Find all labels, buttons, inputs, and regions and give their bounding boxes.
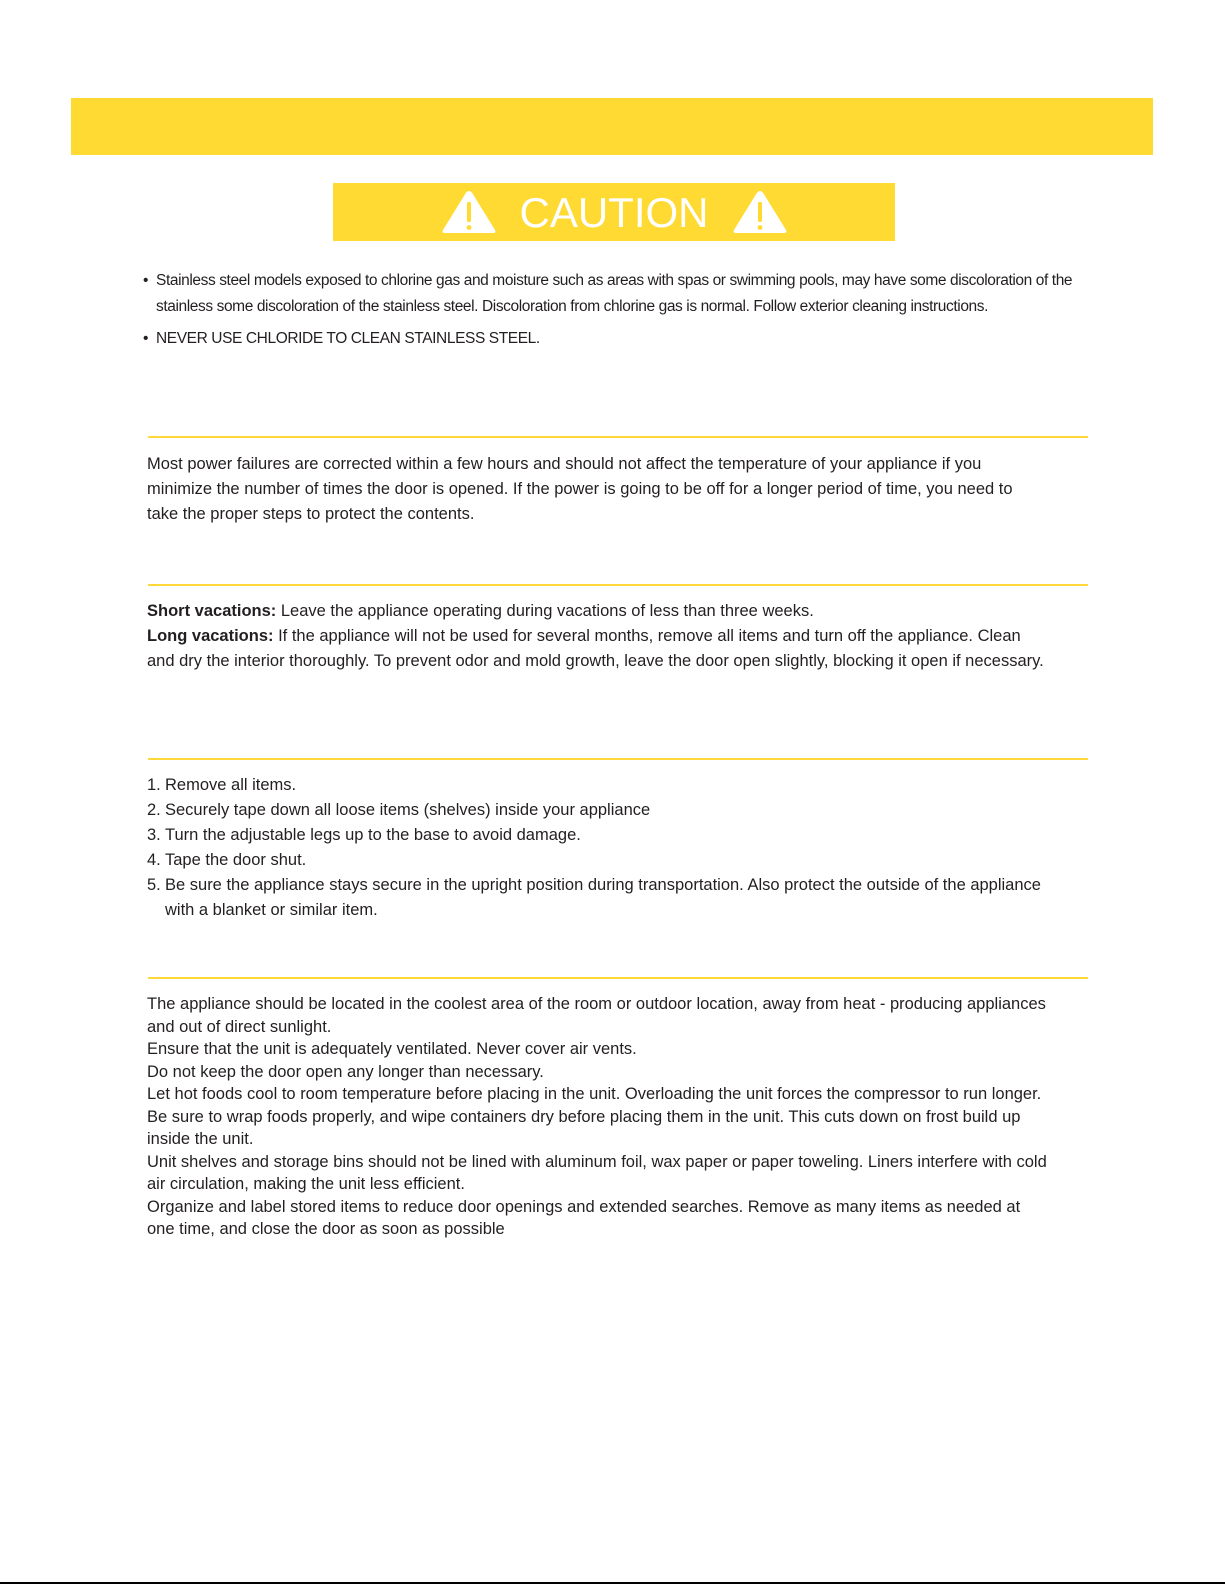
energy-tip: Do not keep the door open any longer than necessary.	[147, 1062, 544, 1081]
energy-tips-section	[147, 993, 1047, 1241]
long-vacation-text: If the appliance will not be used for several months, remove all items and turn off the appliance. Clean and dry the interior thoroughly. To prevent odor and mold growth, leave the door open slightly, blocking it open if necessary.	[147, 627, 1044, 670]
caution-bullet-list	[143, 268, 1093, 352]
moving-step	[147, 773, 1047, 798]
step-text: Remove all items.	[165, 776, 297, 794]
step-text: Tape the door shut.	[165, 851, 307, 869]
bullet-marker: •	[143, 272, 149, 289]
energy-tip: Organize and label stored items to reduce door openings and extended searches. Remove as many items as needed at one time, and close the door as soon as possible	[147, 1197, 1021, 1238]
step-text: Turn the adjustable legs up to the base to avoid damage.	[165, 826, 581, 844]
bullet-marker: •	[143, 330, 149, 347]
long-vacation-label: Long vacations:	[147, 627, 274, 645]
step-number: 2.	[147, 801, 161, 819]
caution-bullet-text: Stainless steel models exposed to chlorine gas and moisture such as areas with spas or swimming pools, may have some discoloration of the stainless some discoloration of the stainless steel. Discoloration from chlorine gas is normal. Follow exterior cleaning instructions.	[156, 272, 1073, 315]
step-number: 5.	[147, 876, 161, 894]
warning-triangle-icon	[731, 188, 789, 236]
short-vacation-text: Leave the appliance operating during vacations of less than three weeks.	[276, 602, 814, 620]
vacation-section	[147, 599, 1047, 674]
warning-triangle-icon	[440, 188, 498, 236]
section-divider	[148, 436, 1088, 438]
power-failure-section	[147, 452, 1047, 527]
short-vacation-label: Short vacations:	[147, 602, 277, 620]
energy-tip: Let hot foods cool to room temperature before placing in the unit. Overloading the unit forces the compressor to run longer.	[147, 1085, 1042, 1103]
long-vacation-paragraph	[147, 624, 1047, 674]
section-divider	[148, 758, 1088, 760]
moving-step	[147, 823, 1047, 848]
step-number: 3.	[147, 826, 161, 844]
caution-bullet-text: NEVER USE CHLORIDE TO CLEAN STAINLESS STEEL.	[156, 330, 540, 347]
energy-tip: Ensure that the unit is adequately ventilated. Never cover air vents.	[147, 1040, 637, 1058]
caution-banner	[333, 183, 895, 241]
energy-tip: Be sure to wrap foods properly, and wipe containers dry before placing them in the unit. This cuts down on frost build up inside the unit.	[147, 1107, 1021, 1148]
energy-tip: The appliance should be located in the coolest area of the room or outdoor location, away from heat - producing appliances and out of direct sunlight.	[147, 995, 1046, 1036]
header-band	[71, 98, 1153, 155]
caution-bullet	[143, 268, 1093, 320]
step-number: 1.	[147, 776, 161, 794]
caution-bullet	[143, 326, 1093, 352]
step-text: Securely tape down all loose items (shelves) inside your appliance	[165, 801, 651, 819]
short-vacation-paragraph	[147, 599, 1047, 624]
section-divider	[148, 977, 1088, 979]
power-failure-text: Most power failures are corrected within a few hours and should not affect the temperature of your appliance if you minimize the number of times the door is opened. If the power is going to be off for a longer period of time, you need to take the proper steps to protect the contents.	[147, 455, 1013, 523]
section-divider	[148, 584, 1088, 586]
page-bottom-border	[0, 1582, 1225, 1584]
energy-tip: Unit shelves and storage bins should not be lined with aluminum foil, wax paper or paper toweling. Liners interfere with cold air circulation, making the unit less efficient.	[147, 1152, 1047, 1193]
moving-step	[147, 848, 1047, 873]
step-text: Be sure the appliance stays secure in the upright position during transportation. Also protect the outside of the appliance with a blanket or similar item.	[165, 876, 1041, 919]
moving-step	[147, 873, 1047, 923]
moving-step	[147, 798, 1047, 823]
step-number: 4.	[147, 851, 161, 869]
moving-steps-list	[147, 773, 1047, 923]
caution-label: CAUTION	[519, 189, 709, 236]
